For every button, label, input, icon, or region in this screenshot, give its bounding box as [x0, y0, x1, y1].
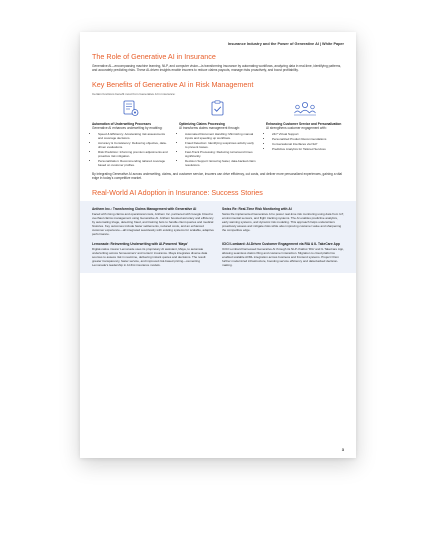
page-number: 3 [341, 447, 344, 452]
story-title: Anthem Inc.: Transforming Claims Management with Generative AI [92, 206, 197, 211]
list-item: • Fraud Detection: Identifying suspicious activity early to prevent losses. [185, 141, 257, 149]
benefit-list [266, 132, 344, 151]
list-item: • Personalized Product Recommendations [272, 137, 344, 141]
story-text: Faced with rising claims and operational costs, Anthem Inc. partnered with Google Cloud to overhaul claims management using Generative AI. Anthem boosted accuracy and efficiency by automating triage, detecting fraud, and training bots to handle client queries and medical histories. Key outcomes include faster settlements, reduced costs, and an enhanced customer experience—all integrated seamlessly with existing systems for scalable, adaptive performance. [92, 211, 214, 236]
claims-check-icon [179, 100, 257, 118]
list-item: • Personalization: Recommending tailored coverage based on customer profiles. [98, 159, 170, 167]
benefit-column-underwriting [92, 100, 170, 168]
section-title-stories: Real-World AI Adoption in Insurance: Success Stories [92, 187, 263, 197]
list-item: • Accuracy & Consistency: Delivering objective, data-driven evaluations. [98, 141, 170, 149]
list-item: • Speed & Efficiency: Accelerating risk assessments and coverage decisions. [98, 132, 170, 140]
story-title: ICICI Lombard: AI-Driven Customer Engagement via RIA & IL TakeCare App [222, 241, 340, 246]
list-item: • Conversational Interfaces via NLP [272, 142, 344, 146]
story-title: Lemonade: Reinventing Underwriting with AI-Powered 'Maya' [92, 241, 188, 246]
story-text: Swiss Re implemented Generative AI to power real-time risk monitoring using data from IoT, environmental sensors, and flight tracking systems. The AI enables predictive analytics, early warning systems, and dynamic risk modeling. This approach helps underwriters proactively assess and mitigate risks while also improving customer value and sharpening the competitive edge. [222, 211, 344, 232]
story-swiss-re [222, 207, 344, 236]
stories-grid [92, 207, 344, 267]
story-lemonade [92, 242, 214, 267]
benefit-intro: AI strengthens customer engagement with: [266, 125, 327, 130]
section-title-benefits: Key Benefits of Generative AI in Risk Management [92, 79, 254, 89]
story-anthem [92, 207, 214, 236]
section-title-role: The Role of Generative AI in Insurance [92, 52, 216, 61]
benefit-heading: Enhancing Customer Service and Personalization [266, 121, 342, 126]
list-item: • Automated Document Handling: Minimizing manual inputs and speeding up workflows. [185, 132, 257, 140]
benefit-heading: Optimizing Claims Processing [179, 121, 225, 126]
benefits-columns [92, 100, 344, 168]
document-gear-icon [92, 100, 170, 118]
story-title: Swiss Re: Real-Time Risk Monitoring with AI [222, 206, 292, 211]
story-icici-lombard [222, 242, 344, 267]
document-page [80, 32, 356, 458]
benefit-intro: Generative AI enhances underwriting by enabling: [92, 125, 163, 130]
list-item: • Risk Prediction: Informing premium adjustments and proactive risk mitigation. [98, 150, 170, 158]
customer-service-icon [266, 100, 344, 118]
benefits-closing: By integrating Generative AI across underwriting, claims, and customer service, insurers can drive efficiency, cut costs, and deliver more personalized experiences, gaining a vital edge in today's competitive market. [92, 171, 343, 181]
running-header: Insurance Industry and the Power of Generative AI | White Paper [227, 42, 344, 46]
benefit-intro: AI transforms claims management through: [179, 125, 240, 130]
list-item: • Decision Support: Ensuring faster, data-backed claim resolutions. [185, 159, 257, 167]
section-paragraph-role: Generative AI—encompassing machine learning, NLP, and computer vision—is transforming insurance by automating workflows, analyzing data in real-time, identifying patterns, and accurately predicting risks. These AI-driven insights enable insurers to reduce claims payouts, manage risks proactively, and boost profitability. [92, 64, 342, 73]
success-stories-panel [80, 201, 356, 273]
benefit-list [92, 132, 170, 167]
benefit-column-claims [179, 100, 257, 168]
story-text: ICICI Lombard harnessed Generative AI through its NLP chatbot 'RIA' and IL TakeCare App, allowing seamless claims filing and customer interaction. Migration to cloud platforms enabled scalable AI/ML integration across business and frontend systems. Project Orion further modernized infrastructure, boosting service efficiency and data-backed decision-making. [222, 247, 344, 268]
benefit-column-customer [266, 100, 344, 168]
list-item: • 24/7 Virtual Support [272, 132, 344, 136]
story-text: Digital-native insurer Lemonade uses its proprietary AI assistant, Maya, to automate underwriting across homeowners' and renters' insurance. Maya integrates diverse data sources to assess risk in real-time, delivering instant quotes and decisions. The result: greater transparency, faster service, and improved risk-based pricing—cementing Lemonade's leadership in AI-first insurance models. [92, 247, 208, 268]
list-item: • Fast-Track Processing: Reducing turnaround times significantly. [185, 150, 257, 158]
benefit-list [179, 132, 257, 167]
benefits-subtitle: Certain functions benefit most from Generative AI in insurance: [92, 91, 176, 96]
list-item: • Predictive Analytics for Tailored Services [272, 147, 344, 151]
benefit-heading: Automation of Underwriting Processes [92, 121, 151, 126]
